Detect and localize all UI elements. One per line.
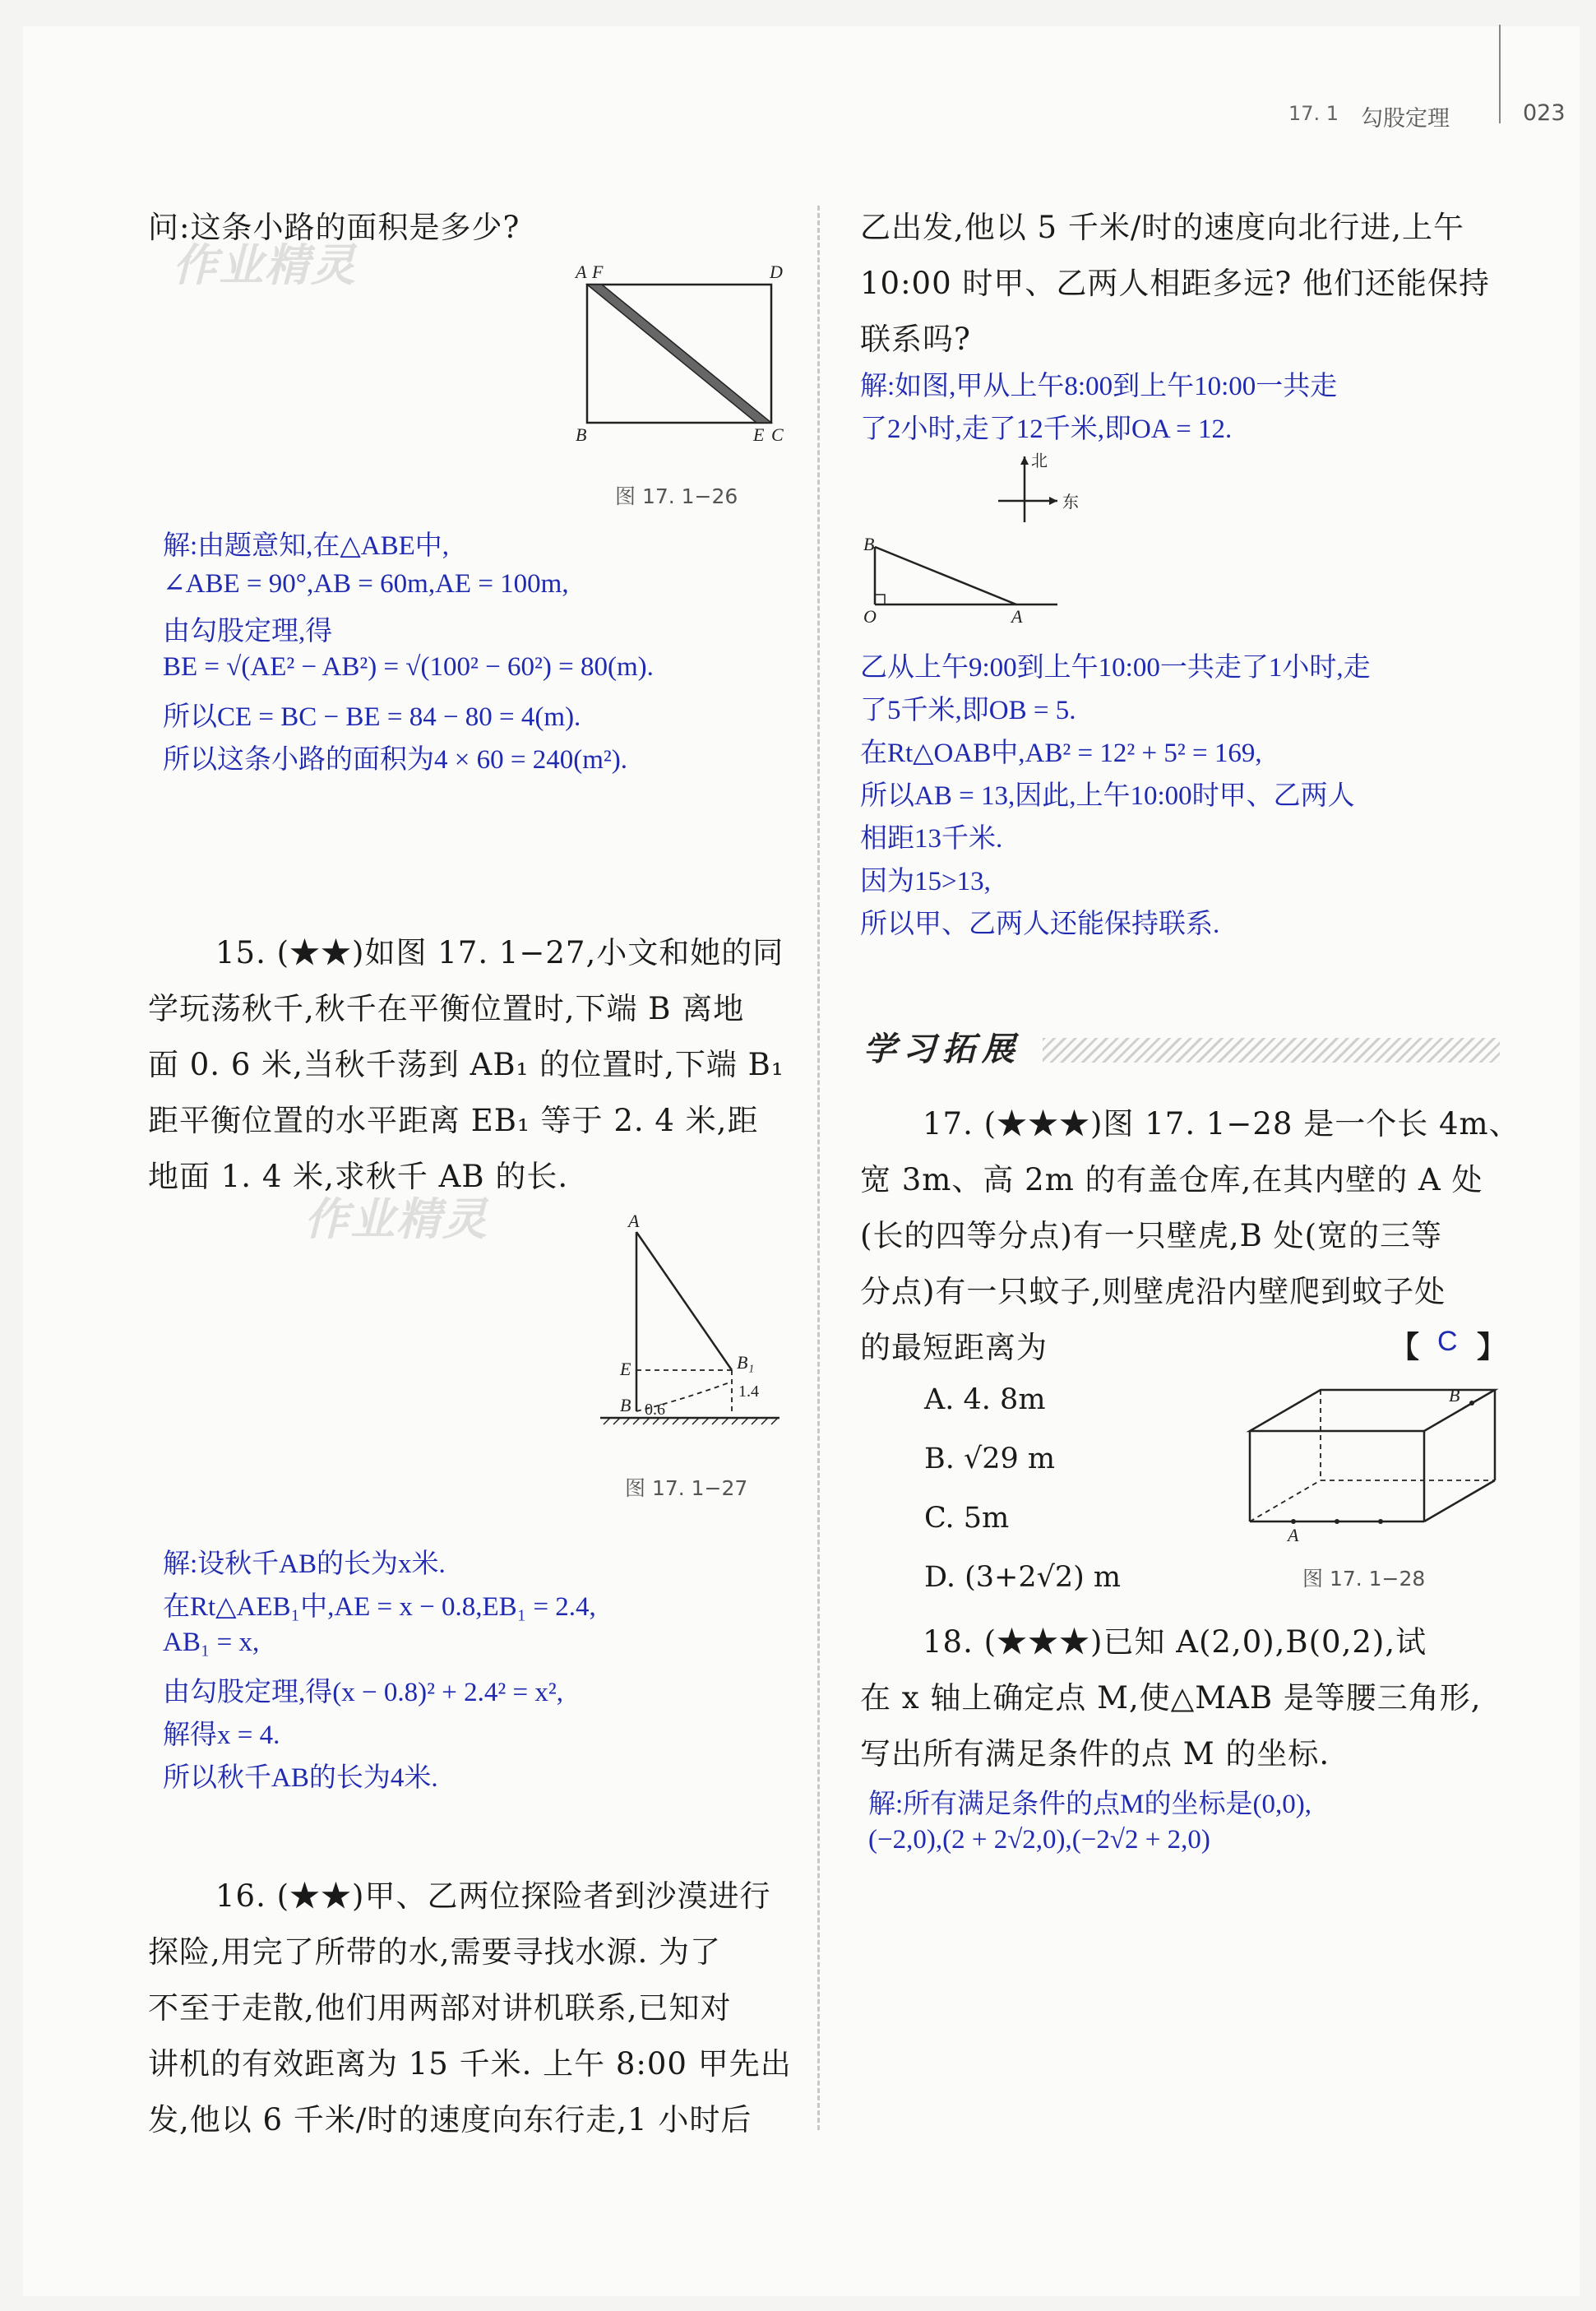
fig27-caption: 图 17. 1−27 xyxy=(625,1476,748,1500)
q18-line: 写出所有满足条件的点 M 的坐标. xyxy=(860,1736,1330,1771)
fig28-label-B: B xyxy=(1449,1385,1460,1406)
header-title: 勾股定理 xyxy=(1361,106,1450,132)
watermark: 作业精灵 xyxy=(173,239,357,291)
answer-bracket-close: 】 xyxy=(1477,1331,1507,1364)
watermark: 作业精灵 xyxy=(304,1193,488,1245)
q18-line: 18. (★★★)已知 A(2,0),B(0,2),试 xyxy=(923,1624,1427,1660)
east-label: 东 xyxy=(1062,492,1079,512)
fig26-label-E: E xyxy=(753,424,765,445)
answer-line: 由勾股定理,得(x − 0.8)² + 2.4² = x², xyxy=(163,1678,563,1707)
answer-line: 解:由题意知,在△ABE中, xyxy=(163,531,450,561)
q15-line: 地面 1. 4 米,求秋千 AB 的长. xyxy=(148,1159,569,1194)
answer-line: 在Rt△OAB中,AB² = 12² + 5² = 169, xyxy=(860,739,1262,768)
answer-line: 所以CE = BC − BE = 84 − 80 = 4(m). xyxy=(163,702,581,732)
option-a: A. 4. 8m xyxy=(924,1383,1046,1416)
q17-line: 17. (★★★)图 17. 1−28 是一个长 4m、 xyxy=(923,1106,1520,1142)
answer-line: 乙从上午9:00到上午10:00一共走了1小时,走 xyxy=(860,653,1371,683)
q15-line: 学玩荡秋千,秋千在平衡位置时,下端 B 离地 xyxy=(148,991,745,1026)
q16-cont-line: 10:00 时甲、乙两人相距多远? 他们还能保持 xyxy=(860,266,1490,301)
page-number: 023 xyxy=(1523,100,1566,126)
fig27-label-B: B xyxy=(620,1395,631,1415)
q17-line: 分点)有一只蚊子,则壁虎沿内壁爬到蚊子处 xyxy=(860,1274,1446,1309)
q16-line: 讲机的有效距离为 15 千米. 上午 8:00 甲先出 xyxy=(148,2046,792,2082)
column-divider xyxy=(817,206,820,2130)
answer-line: 所以甲、乙两人还能保持联系. xyxy=(860,910,1220,939)
q17-answer-value: C xyxy=(1437,1326,1458,1357)
north-label: 北 xyxy=(1031,451,1048,470)
answer-line: 解:如图,甲从上午8:00到上午10:00一共走 xyxy=(860,372,1338,401)
answer-line: 了5千米,即OB = 5. xyxy=(860,696,1076,725)
fig26-caption: 图 17. 1−26 xyxy=(615,484,738,508)
option-d: D. (3+2√2) m xyxy=(924,1561,1122,1594)
fig28-label-A: A xyxy=(1288,1525,1299,1545)
q16-cont-line: 联系吗? xyxy=(860,322,971,357)
answer-line: 解:设秋千AB的长为x米. xyxy=(163,1549,446,1579)
q16-line: 发,他以 6 千米/时的速度向东行走,1 小时后 xyxy=(148,2102,752,2137)
answer-line: 所以秋千AB的长为4米. xyxy=(163,1763,438,1793)
q14-tail-text: 问:这条小路的面积是多少? xyxy=(148,210,520,245)
option-b: B. √29 m xyxy=(924,1443,1056,1475)
answer-line: 所以AB = 13,因此,上午10:00时甲、乙两人 xyxy=(860,781,1355,811)
q16-cont-line: 乙出发,他以 5 千米/时的速度向北行进,上午 xyxy=(860,210,1465,245)
fig27-label-E: E xyxy=(620,1359,631,1379)
answer-line: (−2,0),(2 + 2√2,0),(−2√2 + 2,0) xyxy=(868,1825,1210,1855)
fig27-label-A: A xyxy=(628,1211,640,1231)
q15-line: 15. (★★)如图 17. 1−27,小文和她的同 xyxy=(215,935,784,970)
answer-line: 相距13千米. xyxy=(860,824,1003,854)
fig27-low-label: 0.6 xyxy=(645,1401,665,1419)
q15-line: 面 0. 6 米,当秋千荡到 AB₁ 的位置时,下端 B₁ xyxy=(148,1047,784,1082)
answer-line: 所以这条小路的面积为4 × 60 = 240(m²). xyxy=(163,745,628,775)
answer-line: 解:所有满足条件的点M的坐标是(0,0), xyxy=(868,1790,1311,1819)
answer-line: BE = √(AE² − AB²) = √(100² − 60²) = 80(m). xyxy=(163,652,654,682)
figure-17-1-27 xyxy=(592,1209,789,1439)
answer-line: ∠ABE = 90°,AB = 60m,AE = 100m, xyxy=(163,569,569,599)
q17-line: 宽 3m、高 2m 的有盖仓库,在其内壁的 A 处 xyxy=(860,1162,1483,1197)
fig27-height-label: 1.4 xyxy=(738,1382,759,1401)
fig16-label-A: A xyxy=(1011,606,1023,627)
answer-line: 在Rt△AEB₁中,AE = x − 0.8,EB₁ = 2.4, xyxy=(163,1592,596,1622)
fig27-label-B1: B₁ xyxy=(737,1352,755,1373)
answer-line: 了2小时,走了12千米,即OA = 12. xyxy=(860,414,1233,444)
figure-q16-map xyxy=(860,448,1107,629)
answer-line: 解得x = 4. xyxy=(163,1721,280,1750)
fig26-label-B: B xyxy=(576,424,587,445)
fig16-label-B: B xyxy=(863,534,875,554)
fig26-label-D: D xyxy=(770,262,783,282)
figure-17-1-28 xyxy=(1233,1373,1513,1546)
figure-17-1-26 xyxy=(567,255,798,452)
answer-line: 因为15>13, xyxy=(860,867,991,896)
fig26-label-A: A xyxy=(576,262,587,282)
fig26-label-F: F xyxy=(592,262,604,282)
section-title-hatch xyxy=(1043,1038,1500,1063)
answer-bracket-open: 【 xyxy=(1390,1331,1420,1364)
q17-line: (长的四等分点)有一只壁虎,B 处(宽的三等 xyxy=(860,1218,1443,1253)
answer-line: AB₁ = x, xyxy=(163,1628,260,1657)
q15-line: 距平衡位置的水平距离 EB₁ 等于 2. 4 米,距 xyxy=(148,1103,759,1138)
q16-line: 不至于走散,他们用两部对讲机联系,已知对 xyxy=(148,1990,732,2026)
fig28-caption: 图 17. 1−28 xyxy=(1302,1567,1426,1591)
q17-line: 的最短距离为 xyxy=(860,1330,1048,1365)
option-c: C. 5m xyxy=(924,1502,1010,1535)
q16-line: 16. (★★)甲、乙两位探险者到沙漠进行 xyxy=(215,1878,771,1914)
header-divider xyxy=(1499,25,1501,123)
fig16-label-O: O xyxy=(863,606,877,627)
fig26-label-C: C xyxy=(771,424,784,445)
header-section-number: 17. 1 xyxy=(1288,102,1339,125)
q18-line: 在 x 轴上确定点 M,使△MAB 是等腰三角形, xyxy=(860,1680,1482,1716)
answer-line: 由勾股定理,得 xyxy=(163,617,333,646)
q16-line: 探险,用完了所带的水,需要寻找水源. 为了 xyxy=(148,1934,722,1970)
section-title: 学习拓展 xyxy=(863,1030,1021,1068)
